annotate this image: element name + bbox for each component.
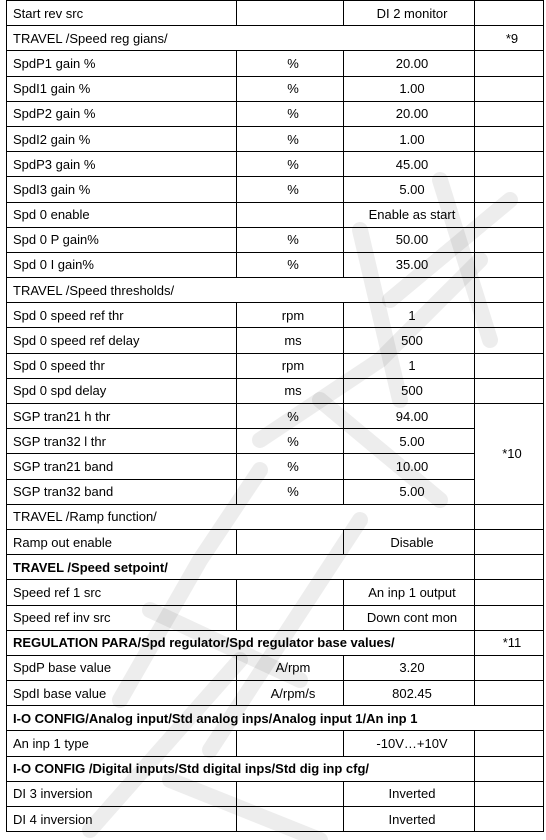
param-unit <box>237 605 344 630</box>
param-name: Ramp out enable <box>7 529 237 554</box>
table-row <box>7 177 544 202</box>
param-unit <box>237 807 344 832</box>
table-row <box>7 227 544 252</box>
section-title: REGULATION PARA/Spd regulator/Spd regulator base values/ <box>7 630 475 655</box>
param-name: SGP tran21 band <box>7 454 237 479</box>
param-name: Spd 0 enable <box>7 202 237 227</box>
param-unit: % <box>237 76 344 101</box>
table-row <box>7 353 544 378</box>
section-title: TRAVEL /Speed reg gians/ <box>7 26 475 51</box>
param-name: Start rev src <box>7 1 237 26</box>
param-name: SpdI3 gain % <box>7 177 237 202</box>
note-cell <box>475 504 544 529</box>
table-row <box>7 303 544 328</box>
param-value: An inp 1 output <box>344 580 475 605</box>
table-row <box>7 781 544 806</box>
note-cell <box>475 126 544 151</box>
param-unit: rpm <box>237 353 344 378</box>
table-row <box>7 328 544 353</box>
param-name: SGP tran32 l thr <box>7 429 237 454</box>
param-value: 1 <box>344 303 475 328</box>
note-cell <box>475 756 544 781</box>
note-cell <box>475 51 544 76</box>
param-name: SpdP1 gain % <box>7 51 237 76</box>
param-name: Spd 0 speed thr <box>7 353 237 378</box>
section-title: I-O CONFIG/Analog input/Std analog inps/Analog input 1/An inp 1 <box>7 706 544 731</box>
param-unit: % <box>237 479 344 504</box>
param-unit: % <box>237 252 344 277</box>
param-unit <box>237 529 344 554</box>
section-row <box>7 756 544 781</box>
note-cell <box>475 529 544 554</box>
param-value: 1.00 <box>344 76 475 101</box>
section-title: TRAVEL /Ramp function/ <box>7 504 475 529</box>
table-row <box>7 378 544 403</box>
param-name: Spd 0 speed ref delay <box>7 328 237 353</box>
param-value: 500 <box>344 378 475 403</box>
param-unit: % <box>237 51 344 76</box>
param-name: An inp 1 type <box>7 731 237 756</box>
note-cell <box>475 655 544 680</box>
param-unit: % <box>237 404 344 429</box>
note-cell <box>475 1 544 26</box>
param-name: Spd 0 I gain% <box>7 252 237 277</box>
param-value: Inverted <box>344 781 475 806</box>
table-row <box>7 202 544 227</box>
param-name: SpdP base value <box>7 655 237 680</box>
table-row <box>7 1 544 26</box>
param-name: Speed ref inv src <box>7 605 237 630</box>
param-value: Inverted <box>344 807 475 832</box>
section-row <box>7 630 544 655</box>
param-unit <box>237 1 344 26</box>
param-name: SpdI2 gain % <box>7 126 237 151</box>
param-value: 20.00 <box>344 101 475 126</box>
table-row <box>7 807 544 832</box>
note-cell <box>475 278 544 303</box>
param-unit: A/rpm/s <box>237 681 344 706</box>
table-row <box>7 731 544 756</box>
param-name: DI 4 inversion <box>7 807 237 832</box>
param-value: 802.45 <box>344 681 475 706</box>
note-reference: *9 <box>475 26 544 51</box>
param-value: Enable as start <box>344 202 475 227</box>
note-cell <box>475 227 544 252</box>
parameter-table-body <box>7 1 544 832</box>
param-name: Speed ref 1 src <box>7 580 237 605</box>
note-cell <box>475 378 544 403</box>
note-cell <box>475 605 544 630</box>
param-name: SpdP2 gain % <box>7 101 237 126</box>
note-cell <box>475 252 544 277</box>
param-value: -10V…+10V <box>344 731 475 756</box>
section-title: TRAVEL /Speed setpoint/ <box>7 555 475 580</box>
param-name: SGP tran32 band <box>7 479 237 504</box>
param-value: 35.00 <box>344 252 475 277</box>
note-cell <box>475 177 544 202</box>
note-cell <box>475 152 544 177</box>
param-name: Spd 0 speed ref thr <box>7 303 237 328</box>
param-value: 20.00 <box>344 51 475 76</box>
note-cell <box>475 731 544 756</box>
table-row <box>7 252 544 277</box>
param-value: 3.20 <box>344 655 475 680</box>
param-name: Spd 0 spd delay <box>7 378 237 403</box>
note-cell <box>475 555 544 580</box>
param-unit: A/rpm <box>237 655 344 680</box>
table-row <box>7 479 544 504</box>
param-value: 94.00 <box>344 404 475 429</box>
section-title: I-O CONFIG /Digital inputs/Std digital inps/Std dig inp cfg/ <box>7 756 475 781</box>
note-cell <box>475 328 544 353</box>
param-name: SpdI1 gain % <box>7 76 237 101</box>
note-cell <box>475 580 544 605</box>
table-row <box>7 529 544 554</box>
param-value: 1.00 <box>344 126 475 151</box>
section-row <box>7 278 544 303</box>
param-unit: ms <box>237 378 344 403</box>
param-unit: % <box>237 454 344 479</box>
param-unit: % <box>237 126 344 151</box>
param-unit: % <box>237 152 344 177</box>
param-value: 45.00 <box>344 152 475 177</box>
table-row <box>7 152 544 177</box>
param-value: 10.00 <box>344 454 475 479</box>
param-value: 5.00 <box>344 429 475 454</box>
note-cell <box>475 202 544 227</box>
param-unit <box>237 731 344 756</box>
table-row <box>7 429 544 454</box>
param-value: 1 <box>344 353 475 378</box>
parameter-table <box>6 0 544 832</box>
note-cell <box>475 101 544 126</box>
section-row <box>7 26 544 51</box>
table-row <box>7 51 544 76</box>
table-row <box>7 605 544 630</box>
param-name: SGP tran21 h thr <box>7 404 237 429</box>
param-unit: % <box>237 177 344 202</box>
param-unit <box>237 202 344 227</box>
note-cell <box>475 303 544 328</box>
section-row <box>7 706 544 731</box>
section-title: TRAVEL /Speed thresholds/ <box>7 278 475 303</box>
param-name: SpdI base value <box>7 681 237 706</box>
note-cell <box>475 807 544 832</box>
table-row <box>7 454 544 479</box>
param-unit: % <box>237 227 344 252</box>
note-reference: *11 <box>475 630 544 655</box>
param-value: 5.00 <box>344 479 475 504</box>
note-cell <box>475 76 544 101</box>
section-row <box>7 504 544 529</box>
param-value: 50.00 <box>344 227 475 252</box>
note-cell <box>475 353 544 378</box>
param-value: 500 <box>344 328 475 353</box>
param-value: 5.00 <box>344 177 475 202</box>
param-unit: % <box>237 429 344 454</box>
param-unit <box>237 781 344 806</box>
param-name: DI 3 inversion <box>7 781 237 806</box>
table-row <box>7 580 544 605</box>
param-value: Disable <box>344 529 475 554</box>
param-unit: % <box>237 101 344 126</box>
param-name: Spd 0 P gain% <box>7 227 237 252</box>
table-row <box>7 681 544 706</box>
section-row <box>7 555 544 580</box>
param-unit: ms <box>237 328 344 353</box>
note-cell <box>475 681 544 706</box>
param-value: Down cont mon <box>344 605 475 630</box>
param-unit <box>237 580 344 605</box>
param-unit: rpm <box>237 303 344 328</box>
table-row <box>7 126 544 151</box>
table-row <box>7 101 544 126</box>
table-row <box>7 404 544 429</box>
param-name: SpdP3 gain % <box>7 152 237 177</box>
param-value: DI 2 monitor <box>344 1 475 26</box>
table-row <box>7 655 544 680</box>
note-cell <box>475 781 544 806</box>
table-row <box>7 76 544 101</box>
note-reference: *10 <box>475 404 544 505</box>
